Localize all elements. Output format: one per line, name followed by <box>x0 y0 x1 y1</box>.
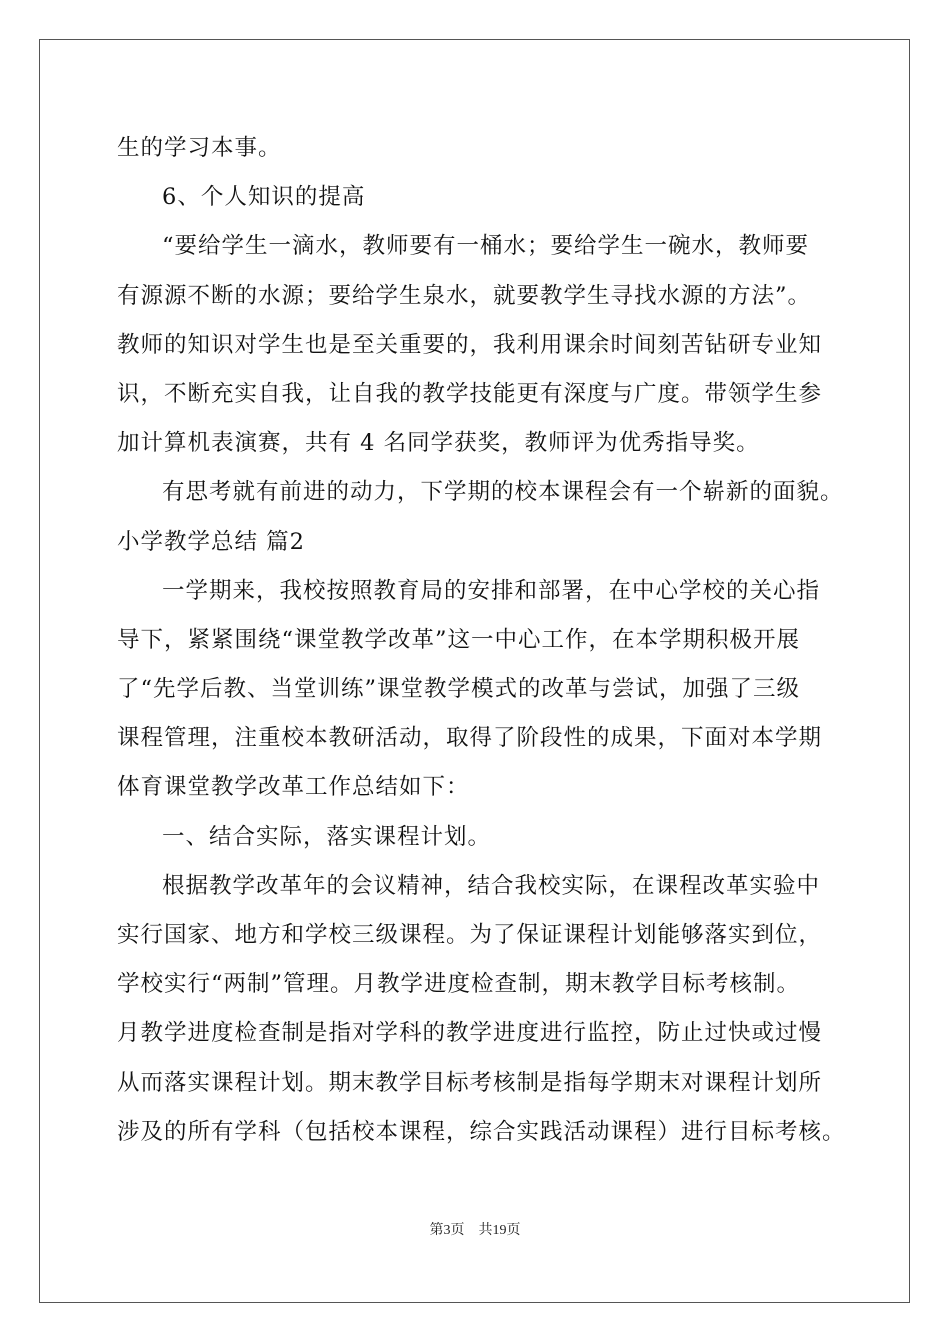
text-line-1: 生的学习本事。 <box>117 135 282 161</box>
text-line-21: 涉及的所有学科（包括校本课程，综合实践活动课程）进行目标考核。 <box>117 1118 846 1145</box>
text-line-10: 一学期来，我校按照教育局的安排和部署，在中心学校的关心指 <box>162 577 821 604</box>
text-line-19: 月教学进度检查制是指对学科的教学进度进行监控，防止过快或过慢 <box>117 1020 823 1047</box>
text-line-13: 课程管理，注重校本教研活动，取得了阶段性的成果，下面对本学期 <box>117 725 823 752</box>
article-title: 小学教学总结 篇2 <box>117 528 305 555</box>
text-line-5: 教师的知识对学生也是至关重要的，我利用课余时间刻苦钻研专业知 <box>117 331 823 358</box>
page-footer <box>0 1219 950 1239</box>
text-line-17: 实行国家、地方和学校三级课程。为了保证课程计划能够落实到位， <box>117 922 823 948</box>
page-number: 第3页 <box>429 1223 465 1238</box>
text-line-14: 体育课堂教学改革工作总结如下： <box>117 774 470 801</box>
text-line-6: 识，不断充实自我，让自我的教学技能更有深度与广度。带领学生参 <box>117 380 823 407</box>
text-line-8: 有思考就有前进的动力，下学期的校本课程会有一个崭新的面貌。 <box>162 479 844 506</box>
section-heading-course-plan: 一、结合实际，落实课程计划。 <box>162 823 492 850</box>
text-line-4: 有源源不断的水源；要给学生泉水，就要教学生寻找水源的方法”。 <box>117 282 812 309</box>
section-heading-personal-knowledge: 6、个人知识的提高 <box>162 184 366 211</box>
text-line-18: 学校实行“两制”管理。月教学进度检查制，期末教学目标考核制。 <box>117 971 801 998</box>
page-total: 共19页 <box>478 1223 521 1238</box>
text-line-12: 了“先学后教、当堂训练”课堂教学模式的改革与尝试，加强了三级 <box>117 676 801 703</box>
text-line-7: 加计算机表演赛，共有 4 名同学获奖，教师评为优秀指导奖。 <box>117 430 760 457</box>
document-body <box>117 128 857 1161</box>
text-line-16: 根据教学改革年的会议精神，结合我校实际，在课程改革实验中 <box>162 872 821 899</box>
text-line-11: 导下，紧紧围绕“课堂教学改革”这一中心工作，在本学期积极开展 <box>117 626 801 653</box>
text-line-20: 从而落实课程计划。期末教学目标考核制是指每学期末对课程计划所 <box>117 1069 823 1096</box>
text-line-3: “要给学生一滴水，教师要有一桶水；要给学生一碗水，教师要 <box>162 233 810 260</box>
